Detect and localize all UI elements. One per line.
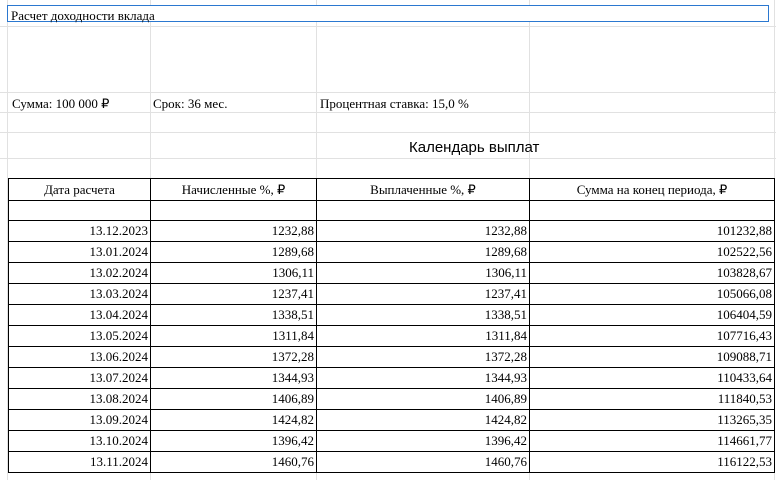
table-cell[interactable] [317, 201, 530, 221]
table-cell[interactable]: 13.09.2024 [9, 410, 151, 431]
table-cell[interactable]: 1424,82 [317, 410, 530, 431]
table-cell[interactable]: 13.10.2024 [9, 431, 151, 452]
col-header-paid[interactable]: Выплаченные %, ₽ [317, 179, 530, 201]
table-cell[interactable]: 1306,11 [151, 263, 317, 284]
table-row [9, 284, 775, 305]
col-header-accrued[interactable]: Начисленные %, ₽ [151, 179, 317, 201]
table-cell[interactable]: 13.05.2024 [9, 326, 151, 347]
table-cell[interactable]: 1344,93 [151, 368, 317, 389]
table-row [9, 431, 775, 452]
table-cell[interactable]: 107716,43 [530, 326, 775, 347]
table-cell[interactable]: 13.08.2024 [9, 389, 151, 410]
table-row [9, 221, 775, 242]
table-cell[interactable]: 1460,76 [317, 452, 530, 473]
table-cell[interactable]: 1372,28 [151, 347, 317, 368]
table-cell[interactable]: 109088,71 [530, 347, 775, 368]
table-cell[interactable]: 114661,77 [530, 431, 775, 452]
table-cell[interactable]: 1344,93 [317, 368, 530, 389]
table-cell[interactable]: 13.11.2024 [9, 452, 151, 473]
table-cell[interactable]: 1338,51 [151, 305, 317, 326]
table-cell[interactable]: 1237,41 [317, 284, 530, 305]
payment-calendar-table [8, 178, 775, 473]
table-cell[interactable]: 1232,88 [317, 221, 530, 242]
table-cell[interactable]: 102522,56 [530, 242, 775, 263]
table-row [9, 389, 775, 410]
table-row [9, 347, 775, 368]
table-row [9, 452, 775, 473]
table-cell[interactable]: 105066,08 [530, 284, 775, 305]
table-cell[interactable]: 1311,84 [151, 326, 317, 347]
table-cell[interactable]: 1372,28 [317, 347, 530, 368]
table-cell[interactable]: 113265,35 [530, 410, 775, 431]
col-header-date[interactable]: Дата расчета [9, 179, 151, 201]
table-cell[interactable]: 1396,42 [317, 431, 530, 452]
param-rate[interactable]: Процентная ставка: 15,0 % [320, 96, 469, 111]
table-row [9, 263, 775, 284]
table-cell[interactable]: 1424,82 [151, 410, 317, 431]
table-cell[interactable]: 1396,42 [151, 431, 317, 452]
table-cell[interactable]: 1289,68 [317, 242, 530, 263]
calendar-title: Календарь выплат [409, 139, 540, 156]
sheet-title: Расчет доходности вклада [11, 8, 155, 23]
table-cell[interactable]: 116122,53 [530, 452, 775, 473]
table-cell[interactable]: 1460,76 [151, 452, 317, 473]
table-cell[interactable]: 1306,11 [317, 263, 530, 284]
table-row [9, 305, 775, 326]
col-header-balance[interactable]: Сумма на конец периода, ₽ [530, 179, 775, 201]
table-row [9, 242, 775, 263]
table-cell[interactable]: 111840,53 [530, 389, 775, 410]
table-cell[interactable]: 1338,51 [317, 305, 530, 326]
table-cell[interactable]: 1311,84 [317, 326, 530, 347]
table-cell[interactable]: 110433,64 [530, 368, 775, 389]
table-cell[interactable]: 1237,41 [151, 284, 317, 305]
table-cell[interactable]: 106404,59 [530, 305, 775, 326]
table-cell[interactable]: 13.12.2023 [9, 221, 151, 242]
table-cell[interactable] [151, 201, 317, 221]
table-cell[interactable]: 1289,68 [151, 242, 317, 263]
table-cell[interactable]: 103828,67 [530, 263, 775, 284]
table-cell[interactable]: 1406,89 [151, 389, 317, 410]
table-row [9, 410, 775, 431]
param-sum[interactable]: Сумма: 100 000 ₽ [12, 96, 110, 111]
table-cell[interactable]: 13.07.2024 [9, 368, 151, 389]
table-cell[interactable]: 13.04.2024 [9, 305, 151, 326]
table-header-row [9, 179, 775, 201]
table-cell[interactable]: 13.06.2024 [9, 347, 151, 368]
table-row [9, 326, 775, 347]
table-cell[interactable] [530, 201, 775, 221]
table-cell[interactable]: 13.02.2024 [9, 263, 151, 284]
empty-row [9, 201, 775, 221]
table-cell[interactable]: 1406,89 [317, 389, 530, 410]
table-cell[interactable]: 13.01.2024 [9, 242, 151, 263]
table-row [9, 368, 775, 389]
table-cell[interactable]: 1232,88 [151, 221, 317, 242]
table-cell[interactable]: 13.03.2024 [9, 284, 151, 305]
param-term[interactable]: Срок: 36 мес. [153, 96, 228, 111]
table-cell[interactable]: 101232,88 [530, 221, 775, 242]
table-cell[interactable] [9, 201, 151, 221]
